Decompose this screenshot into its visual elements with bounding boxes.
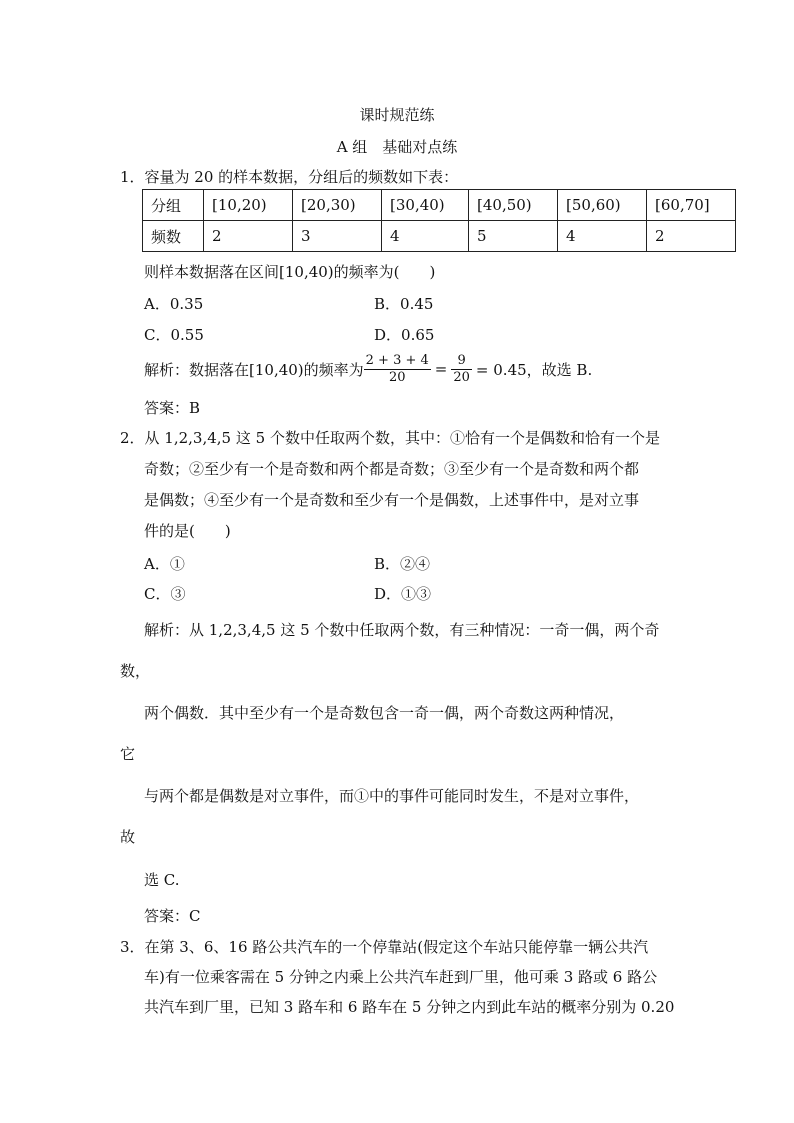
q1-answer: 答案：B <box>144 399 201 417</box>
q2-line: 奇数；②至少有一个是奇数和两个都是奇数；③至少有一个是奇数和两个都 <box>144 460 640 478</box>
q2-analysis-line: 数， <box>120 662 151 680</box>
q1-question: 则样本数据落在区间[10,40)的频率为( ) <box>144 263 436 281</box>
table-cell: 2 <box>647 221 736 252</box>
frequency-table <box>142 189 736 252</box>
table-cell: [10,20) <box>204 190 293 221</box>
q2-line: 是偶数；④至少有一个是奇数和至少有一个是偶数，上述事件中，是对立事 <box>144 491 640 509</box>
fraction-numerator: 2 + 3 + 4 <box>365 352 429 368</box>
q2-analysis-line: 解析：从 1,2,3,4,5 这 5 个数中任取两个数，有三种情况：一奇一偶，两个奇 <box>144 621 660 639</box>
q2-analysis-line: 选 C. <box>144 871 180 889</box>
fraction-denominator: 20 <box>388 369 406 385</box>
table-cell: [40,50) <box>469 190 558 221</box>
table-cell: 4 <box>558 221 647 252</box>
q2-analysis-line: 它 <box>120 745 136 763</box>
q3-line: 车)有一位乘客需在 5 分钟之内乘上公共汽车赶到厂里，他可乘 3 路或 6 路公 <box>144 968 658 986</box>
q2-option-d: D．①③ <box>374 585 432 603</box>
q2-answer: 答案：C <box>144 907 201 925</box>
q2-analysis-line: 故 <box>120 828 136 846</box>
q2-line: 2．从 1,2,3,4,5 这 5 个数中任取两个数，其中：①恰有一个是偶数和恰有一个是 <box>120 429 660 447</box>
q1-option-a: A．0.35 <box>144 295 204 313</box>
table-row <box>143 190 736 221</box>
equals-sign: = <box>434 360 448 378</box>
fraction <box>451 353 472 386</box>
fraction <box>364 353 431 386</box>
section-heading: A 组 基础对点练 <box>336 138 458 156</box>
q2-option-b: B．②④ <box>374 555 431 573</box>
table-cell: [50,60) <box>558 190 647 221</box>
fraction-denominator: 20 <box>453 369 470 385</box>
table-cell: 2 <box>204 221 293 252</box>
table-cell: 频数 <box>143 221 204 252</box>
q2-analysis-line: 与两个都是偶数是对立事件，而①中的事件可能同时发生，不是对立事件， <box>144 787 640 805</box>
table-cell: 5 <box>469 221 558 252</box>
table-cell: 3 <box>293 221 382 252</box>
q1-analysis-suffix: = 0.45，故选 B. <box>475 360 593 379</box>
fraction-numerator: 9 <box>451 353 472 370</box>
q2-line: 件的是( ) <box>144 522 231 540</box>
q1-option-c: C．0.55 <box>144 326 204 344</box>
table-cell: 分组 <box>143 190 204 221</box>
q1-analysis <box>144 349 592 389</box>
q2-option-a: A．① <box>144 555 185 573</box>
table-cell: 4 <box>382 221 469 252</box>
table-cell: [20,30) <box>293 190 382 221</box>
table-row <box>143 221 736 252</box>
table-cell: [30,40) <box>382 190 469 221</box>
q3-line: 3．在第 3、6、16 路公共汽车的一个停靠站(假定这个车站只能停靠一辆公共汽 <box>120 938 649 956</box>
q3-line: 共汽车到厂里，已知 3 路车和 6 路车在 5 分钟之内到此车站的概率分别为 0.20 <box>144 998 675 1016</box>
q1-option-d: D．0.65 <box>374 326 435 344</box>
q1-option-b: B．0.45 <box>374 295 434 313</box>
page-title: 课时规范练 <box>359 106 435 124</box>
q2-analysis-line: 两个偶数．其中至少有一个是奇数包含一奇一偶，两个奇数这两种情况， <box>144 704 625 722</box>
q1-analysis-prefix: 解析：数据落在[10,40)的频率为 <box>144 360 364 379</box>
q1-stem: 1．容量为 20 的样本数据，分组后的频数如下表： <box>120 168 459 186</box>
q2-option-c: C．③ <box>144 585 186 603</box>
table-cell: [60,70] <box>647 190 736 221</box>
